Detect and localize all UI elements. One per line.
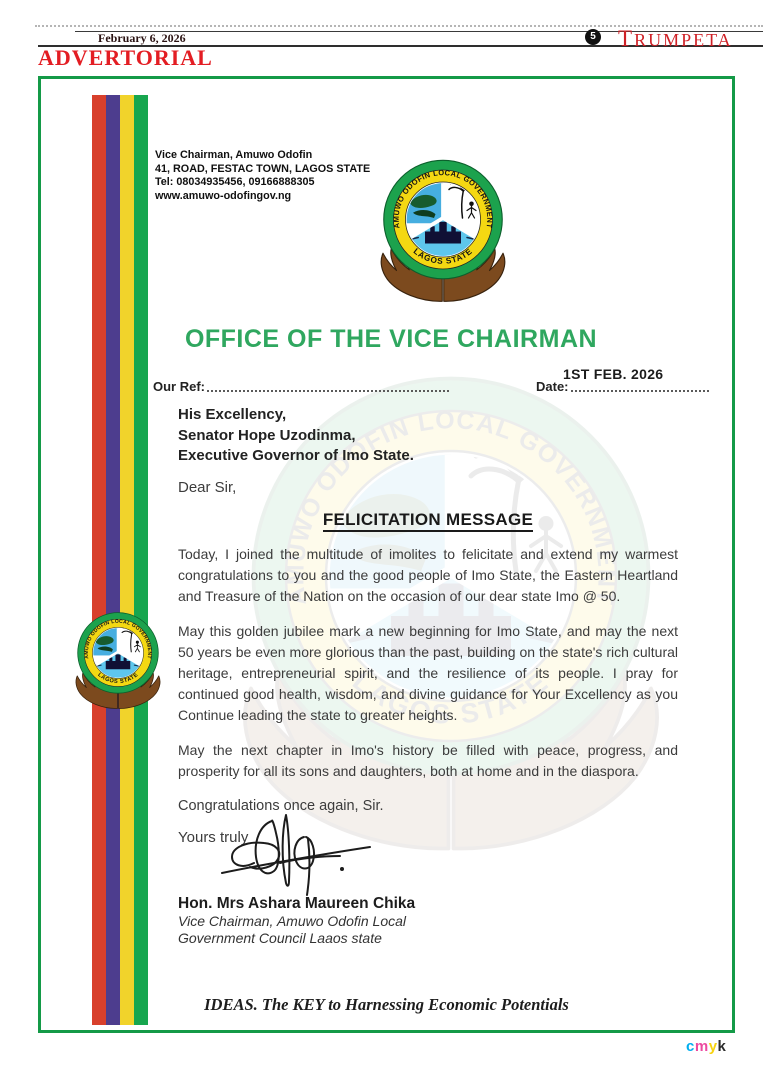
paragraph-1: Today, I joined the multitude of imolites to felicitate and extend my warmest congratulations to you and the good people of Imo State, the Eastern Heartland and Treasure of the Nation on the occasion of our dear state Imo @ 50. xyxy=(178,545,678,604)
cmyk-y: y xyxy=(708,1038,718,1055)
our-ref-label: Our Ref: xyxy=(153,379,205,394)
office-title: OFFICE OF THE VICE CHAIRMAN xyxy=(184,325,598,353)
valediction: Yours truly xyxy=(178,828,249,846)
salutation: Dear Sir, xyxy=(178,478,237,496)
closing-line: Congratulations once again, Sir. xyxy=(178,797,384,814)
signatory-title-line: Government Council Laaos state xyxy=(178,929,382,946)
valediction-row xyxy=(178,829,678,853)
recipient-block xyxy=(178,405,678,467)
cmyk-c: c xyxy=(686,1038,695,1055)
paragraph-2: May this golden jubilee mark a new beginning for Imo State, and may the next 50 years be even more glorious than the past, building on the state's rich cultural heritage, entrepreneurial spirit, and the resilience of its people. I pray for continued good health, wisdom, and divine guidance for Your Excellency as you Continue leading the state to greater heights. xyxy=(178,622,678,723)
government-seal-logo xyxy=(368,152,518,306)
signature-scribble xyxy=(220,811,410,899)
masthead-title: TRUMPETA xyxy=(618,26,733,51)
paragraph-3: May the next chapter in Imo's history be filled with peace, progress, and prosperity for all its sons and daughters, both at home and in the diaspora. xyxy=(178,741,678,779)
stripe-purple xyxy=(106,95,120,1025)
letterhead-address-line: 41, ROAD, FESTAC TOWN, LAGOS STATE xyxy=(155,162,371,175)
date-label: Date: xyxy=(536,379,569,394)
our-ref-row xyxy=(153,379,449,394)
motto: IDEAS. The KEY to Harnessing Economic Potentials xyxy=(204,995,569,1014)
cmyk-m: m xyxy=(694,1038,709,1055)
signatory-block xyxy=(178,895,678,947)
stripe-green xyxy=(134,95,148,1025)
color-stripe-bar xyxy=(92,95,148,1025)
our-ref-dotted-line xyxy=(207,390,449,392)
letter-frame xyxy=(38,76,735,1033)
subject-wrap xyxy=(178,510,678,530)
date-dotted-line xyxy=(571,390,709,392)
recipient-line: Senator Hope Uzodinma, xyxy=(178,426,356,444)
signatory-name: Hon. Mrs Ashara Maureen Chika xyxy=(178,894,416,912)
government-seal-logo-small xyxy=(67,607,169,712)
cmyk-print-mark xyxy=(686,1038,726,1055)
letterhead-office-line: Vice Chairman, Amuwo Odofin xyxy=(155,149,313,161)
recipient-line: Executive Governor of Imo State. xyxy=(178,447,414,464)
cmyk-k: k xyxy=(717,1038,727,1055)
page-number-badge: 5 xyxy=(585,29,601,45)
letterhead-phone-line: Tel: 08034935456, 09166888305 xyxy=(155,176,315,188)
letterhead-website-line: www.amuwo-odofingov.ng xyxy=(155,189,292,202)
stripe-yellow xyxy=(120,95,134,1025)
edition-date: February 6, 2026 xyxy=(98,31,186,45)
stripe-red xyxy=(92,95,106,1025)
recipient-line: His Excellency, xyxy=(178,406,287,423)
letterhead-contact-block xyxy=(155,149,370,203)
subject-heading: FELICITATION MESSAGE xyxy=(323,510,533,532)
section-label: ADVERTORIAL xyxy=(38,45,213,70)
letter-body xyxy=(178,405,678,947)
signatory-title-line: Vice Chairman, Amuwo Odofin Local xyxy=(178,912,406,929)
date-value: 1ST FEB. 2026 xyxy=(563,366,664,382)
